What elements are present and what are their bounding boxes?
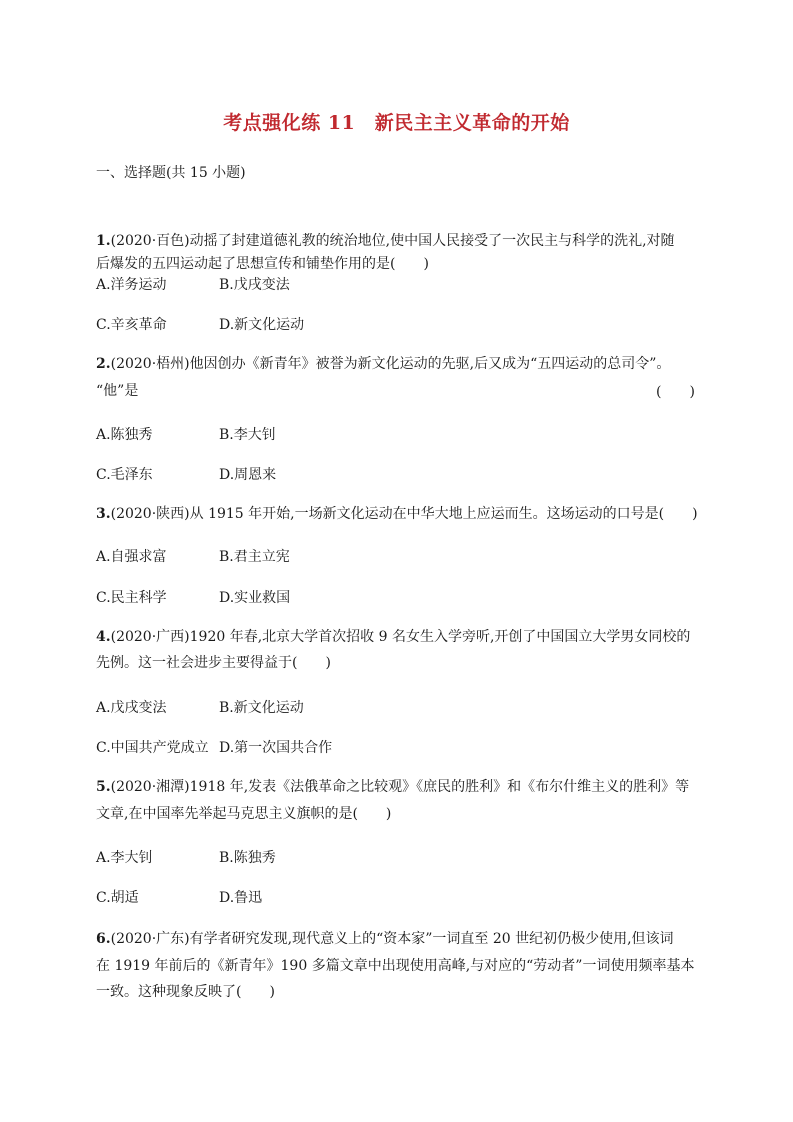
question-5-option-d[interactable]: D.鲁迅 [219,890,263,906]
question-5-text-2: 文章,在中国率先举起马克思主义旗帜的是( ) [96,806,392,822]
question-2-number: 2. [96,356,111,372]
question-2-option-d[interactable]: D.周恩来 [219,467,277,483]
question-5-number: 5. [96,779,111,795]
question-1-text-2: 后爆发的五四运动起了思想宣传和铺垫作用的是( ) [96,256,429,272]
question-3-option-d[interactable]: D.实业救国 [219,590,291,606]
question-6-text-3: 一致。这种现象反映了( ) [96,984,275,1000]
page-title: 考点强化练 11 新民主主义革命的开始 [223,112,570,134]
question-5-option-b[interactable]: B.陈独秀 [219,850,276,866]
question-4-line-1 [96,627,690,647]
question-1-option-c[interactable]: C.辛亥革命 [96,317,167,333]
question-5-option-c[interactable]: C.胡适 [96,890,139,906]
question-6-line-1 [96,929,674,949]
question-3-option-a[interactable]: A.自强求富 [96,549,167,565]
question-3-number: 3. [96,506,111,522]
question-5-line-1 [96,777,689,797]
question-4-option-d[interactable]: D.第一次国共合作 [219,740,333,756]
question-1-text-1: (2020·百色)动摇了封建道德礼教的统治地位,使中国人民接受了一次民主与科学的洗礼,对随 [110,233,675,249]
section-heading: 一、选择题(共 15 小题) [96,165,246,181]
question-6-number: 6. [96,931,111,947]
question-1-option-b[interactable]: B.戊戌变法 [219,277,290,293]
question-3-option-b[interactable]: B.君主立宪 [219,549,290,565]
question-4-option-b[interactable]: B.新文化运动 [219,700,304,716]
question-2-option-a[interactable]: A.陈独秀 [96,427,153,443]
question-6-text-2: 在 1919 年前后的《新青年》190 多篇文章中出现使用高峰,与对应的“劳动者”一词使用频率基本 [96,958,695,974]
question-4-number: 4. [96,629,111,645]
question-2-line-1 [96,354,670,374]
question-4-text-2: 先例。这一社会进步主要得益于( ) [96,655,331,671]
question-2-answer-paren: ( ) [656,384,695,400]
question-2-text-1: (2020·梧州)他因创办《新青年》被誉为新文化运动的先驱,后又成为“五四运动的总司令”。 [110,356,671,372]
question-1-option-a[interactable]: A.洋务运动 [96,277,167,293]
question-2-option-c[interactable]: C.毛泽东 [96,467,153,483]
question-1-option-d[interactable]: D.新文化运动 [219,317,305,333]
question-3-line-1 [96,504,698,524]
question-1-number: 1. [96,233,111,249]
question-6-text-1: (2020·广东)有学者研究发现,现代意义上的“资本家”一词直至 20 世纪初仍极少使用,但该词 [110,931,674,947]
question-5-option-a[interactable]: A.李大钊 [96,850,153,866]
question-3-text-1: (2020·陕西)从 1915 年开始,一场新文化运动在中华大地上应运而生。这场运动的口号是( ) [110,506,698,522]
question-4-text-1: (2020·广西)1920 年春,北京大学首次招收 9 名女生入学旁听,开创了中国国立大学男女同校的 [110,629,691,645]
question-2-option-b[interactable]: B.李大钊 [219,427,276,443]
question-1-line-1 [96,231,675,251]
question-3-option-c[interactable]: C.民主科学 [96,590,167,606]
question-4-option-a[interactable]: A.戊戌变法 [96,700,167,716]
question-5-text-1: (2020·湘潭)1918 年,发表《法俄革命之比较观》《庶民的胜利》和《布尔什维主义的胜利》等 [110,779,690,795]
question-2-text-2: “他”是 [96,383,139,399]
question-4-option-c[interactable]: C.中国共产党成立 [96,740,209,756]
